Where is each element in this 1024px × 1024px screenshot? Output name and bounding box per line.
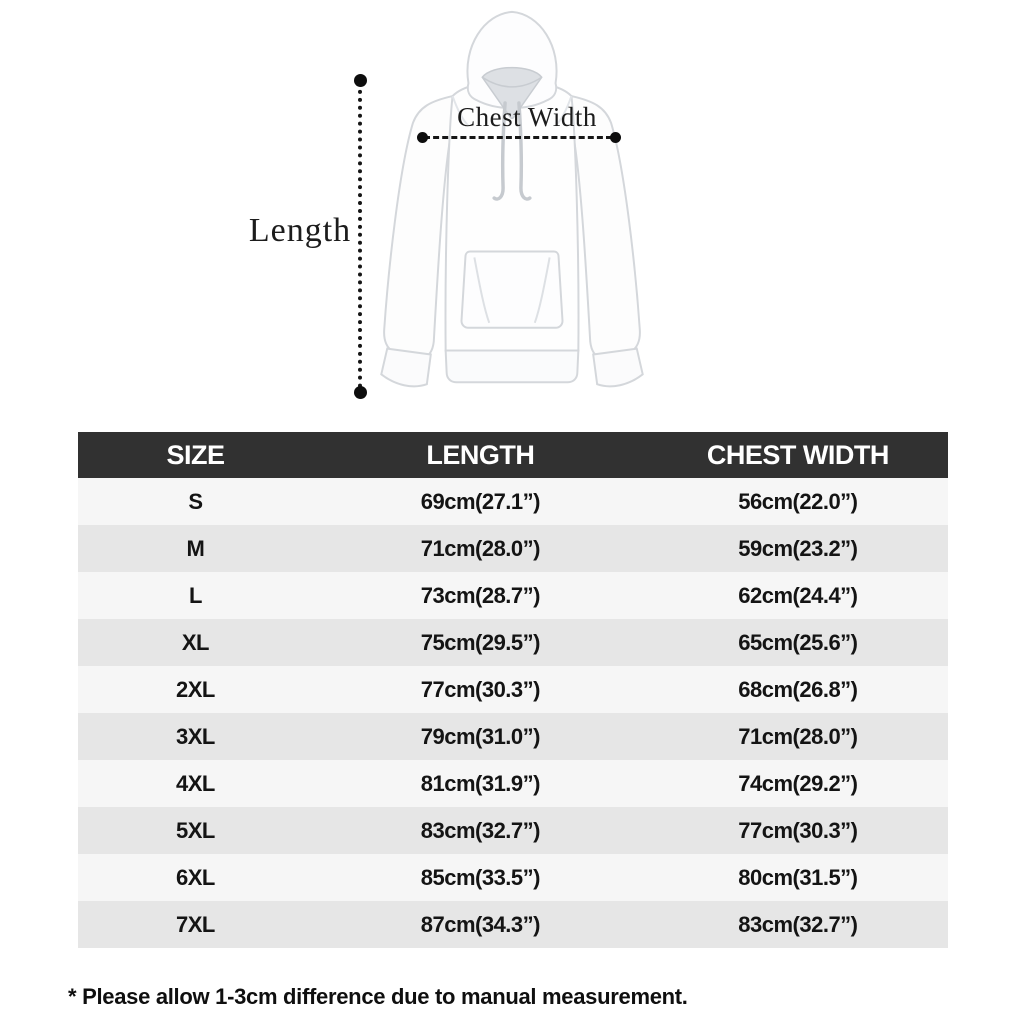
table-row — [78, 760, 948, 807]
length-cell: 87cm(34.3”) — [420, 912, 540, 937]
size-cell: 3XL — [176, 724, 215, 749]
hoodie-illustration — [362, 2, 662, 408]
chest-width-cell: 68cm(26.8”) — [738, 677, 858, 702]
chest-width-cell: 77cm(30.3”) — [738, 818, 858, 843]
size-cell: S — [188, 489, 203, 514]
chest-width-measure-line — [424, 136, 612, 139]
length-cell: 77cm(30.3”) — [420, 677, 540, 702]
chest-width-cell: 80cm(31.5”) — [738, 865, 858, 890]
length-cell: 79cm(31.0”) — [420, 724, 540, 749]
table-body — [78, 478, 948, 948]
table-row — [78, 572, 948, 619]
length-column-header: LENGTH — [426, 440, 535, 470]
chest-line-right-dot — [610, 132, 621, 143]
size-cell: 7XL — [176, 912, 215, 937]
length-cell: 83cm(32.7”) — [420, 818, 540, 843]
length-cell: 73cm(28.7”) — [420, 583, 540, 608]
table-row — [78, 854, 948, 901]
size-cell: 2XL — [176, 677, 215, 702]
hoodie-image — [362, 2, 662, 408]
chest-width-cell: 83cm(32.7”) — [738, 912, 858, 937]
size-cell: 4XL — [176, 771, 215, 796]
chest-width-cell: 62cm(24.4”) — [738, 583, 858, 608]
length-label: Length — [248, 212, 352, 249]
chest-width-column-header: CHEST WIDTH — [706, 440, 889, 470]
chest-width-cell: 65cm(25.6”) — [738, 630, 858, 655]
table-row — [78, 619, 948, 666]
size-chart-table — [78, 432, 948, 948]
size-cell: 5XL — [176, 818, 215, 843]
chest-line-left-dot — [417, 132, 428, 143]
size-cell: L — [188, 583, 202, 608]
length-cell: 75cm(29.5”) — [420, 630, 540, 655]
length-line-top-dot — [354, 74, 367, 87]
table-row — [78, 713, 948, 760]
length-cell: 81cm(31.9”) — [420, 771, 540, 796]
measurement-footnote: * Please allow 1-3cm difference due to manual measurement. — [68, 984, 688, 1009]
length-line-bottom-dot — [354, 386, 367, 399]
size-column-header: SIZE — [166, 440, 225, 470]
chest-width-cell: 59cm(23.2”) — [738, 536, 858, 561]
chest-width-cell: 71cm(28.0”) — [738, 724, 858, 749]
chest-width-cell: 56cm(22.0”) — [738, 489, 858, 514]
length-cell: 71cm(28.0”) — [420, 536, 540, 561]
table-row — [78, 478, 948, 525]
table-header-row — [78, 432, 948, 478]
table-row — [78, 525, 948, 572]
chest-width-cell: 74cm(29.2”) — [738, 771, 858, 796]
table-row — [78, 807, 948, 854]
table-row — [78, 666, 948, 713]
length-cell: 69cm(27.1”) — [420, 489, 540, 514]
table-row — [78, 901, 948, 948]
size-cell: M — [186, 536, 205, 561]
chest-width-label: Chest Width — [457, 102, 597, 132]
size-cell: XL — [181, 630, 209, 655]
size-cell: 6XL — [176, 865, 215, 890]
length-cell: 85cm(33.5”) — [420, 865, 540, 890]
